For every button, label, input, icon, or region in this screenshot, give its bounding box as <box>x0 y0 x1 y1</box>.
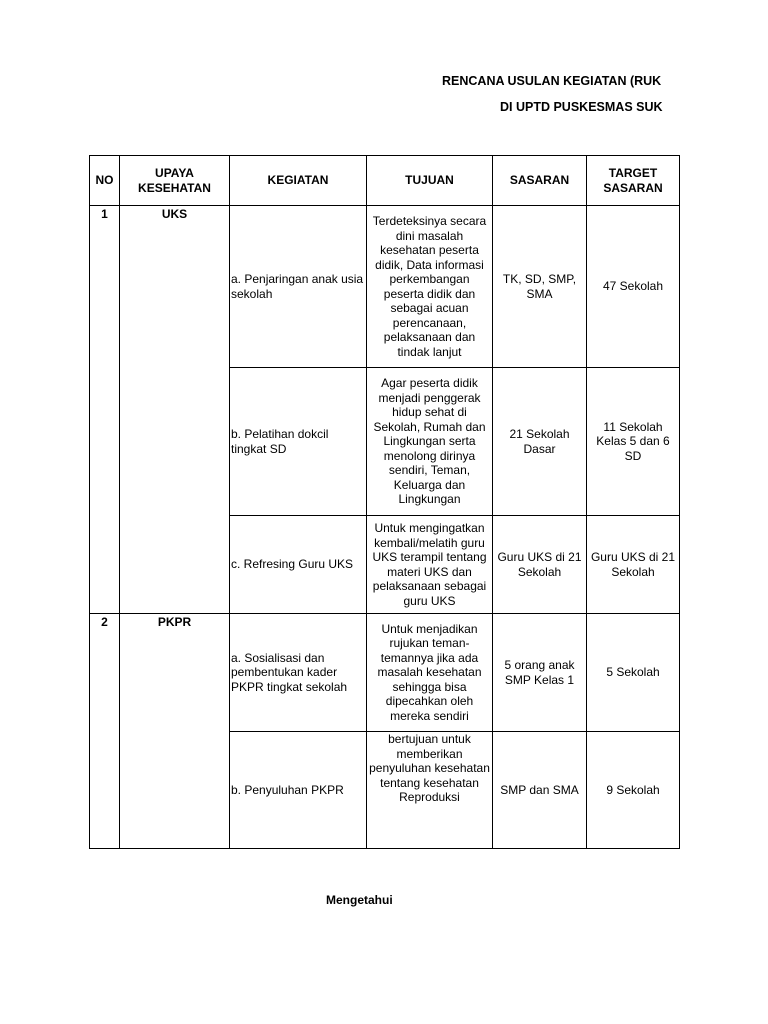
tujuan-cell: Terdeteksinya secara dini masalah kesehatan peserta didik, Data informasi perkembangan peserta didik dan sebagai acuan perencanaan, pelaksanaan dan tindak lanjut <box>367 206 493 368</box>
header-tujuan: TUJUAN <box>367 156 493 206</box>
tujuan-cell: Untuk menjadikan rujukan teman-temannya jika ada masalah kesehatan sehingga bisa dipecahkan oleh mereka sendiri <box>367 614 493 732</box>
row-number: 1 <box>90 206 120 614</box>
sasaran-cell: TK, SD, SMP, SMA <box>493 206 587 368</box>
header-kegiatan: KEGIATAN <box>230 156 367 206</box>
table-header-row <box>90 156 680 206</box>
document-subtitle: DI UPTD PUSKESMAS SUK <box>500 100 663 114</box>
target-cell: 9 Sekolah <box>587 732 680 849</box>
tujuan-cell: bertujuan untuk memberikan penyuluhan kesehatan tentang kesehatan Reproduksi <box>367 732 493 849</box>
document-title: RENCANA USULAN KEGIATAN (RUK <box>442 74 662 88</box>
target-cell: 5 Sekolah <box>587 614 680 732</box>
kegiatan-cell: b. Penyuluhan PKPR <box>230 732 367 849</box>
row-number: 2 <box>90 614 120 849</box>
target-cell: 47 Sekolah <box>587 206 680 368</box>
tujuan-cell: Untuk mengingatkan kembali/melatih guru UKS terampil tentang materi UKS dan pelaksanaan sebagai guru UKS <box>367 516 493 614</box>
sasaran-cell: 21 Sekolah Dasar <box>493 368 587 516</box>
kegiatan-cell: a. Sosialisasi dan pembentukan kader PKPR tingkat sekolah <box>230 614 367 732</box>
header-upaya: UPAYA KESEHATAN <box>120 156 230 206</box>
target-cell: 11 Sekolah Kelas 5 dan 6 SD <box>587 368 680 516</box>
mengetahui-label: Mengetahui <box>326 893 393 907</box>
upaya-kesehatan: UKS <box>120 206 230 614</box>
header-no: NO <box>90 156 120 206</box>
ruk-table <box>89 155 680 849</box>
kegiatan-cell: a. Penjaringan anak usia sekolah <box>230 206 367 368</box>
header-sasaran: SASARAN <box>493 156 587 206</box>
kegiatan-cell: b. Pelatihan dokcil tingkat SD <box>230 368 367 516</box>
sasaran-cell: SMP dan SMA <box>493 732 587 849</box>
table-row <box>90 206 680 368</box>
target-cell: Guru UKS di 21 Sekolah <box>587 516 680 614</box>
sasaran-cell: 5 orang anak SMP Kelas 1 <box>493 614 587 732</box>
tujuan-cell: Agar peserta didik menjadi penggerak hidup sehat di Sekolah, Rumah dan Lingkungan serta menolong dirinya sendiri, Teman, Keluarga dan Lingkungan <box>367 368 493 516</box>
table-row <box>90 614 680 732</box>
kegiatan-cell: c. Refresing Guru UKS <box>230 516 367 614</box>
sasaran-cell: Guru UKS di 21 Sekolah <box>493 516 587 614</box>
header-target: TARGET SASARAN <box>587 156 680 206</box>
upaya-kesehatan: PKPR <box>120 614 230 849</box>
